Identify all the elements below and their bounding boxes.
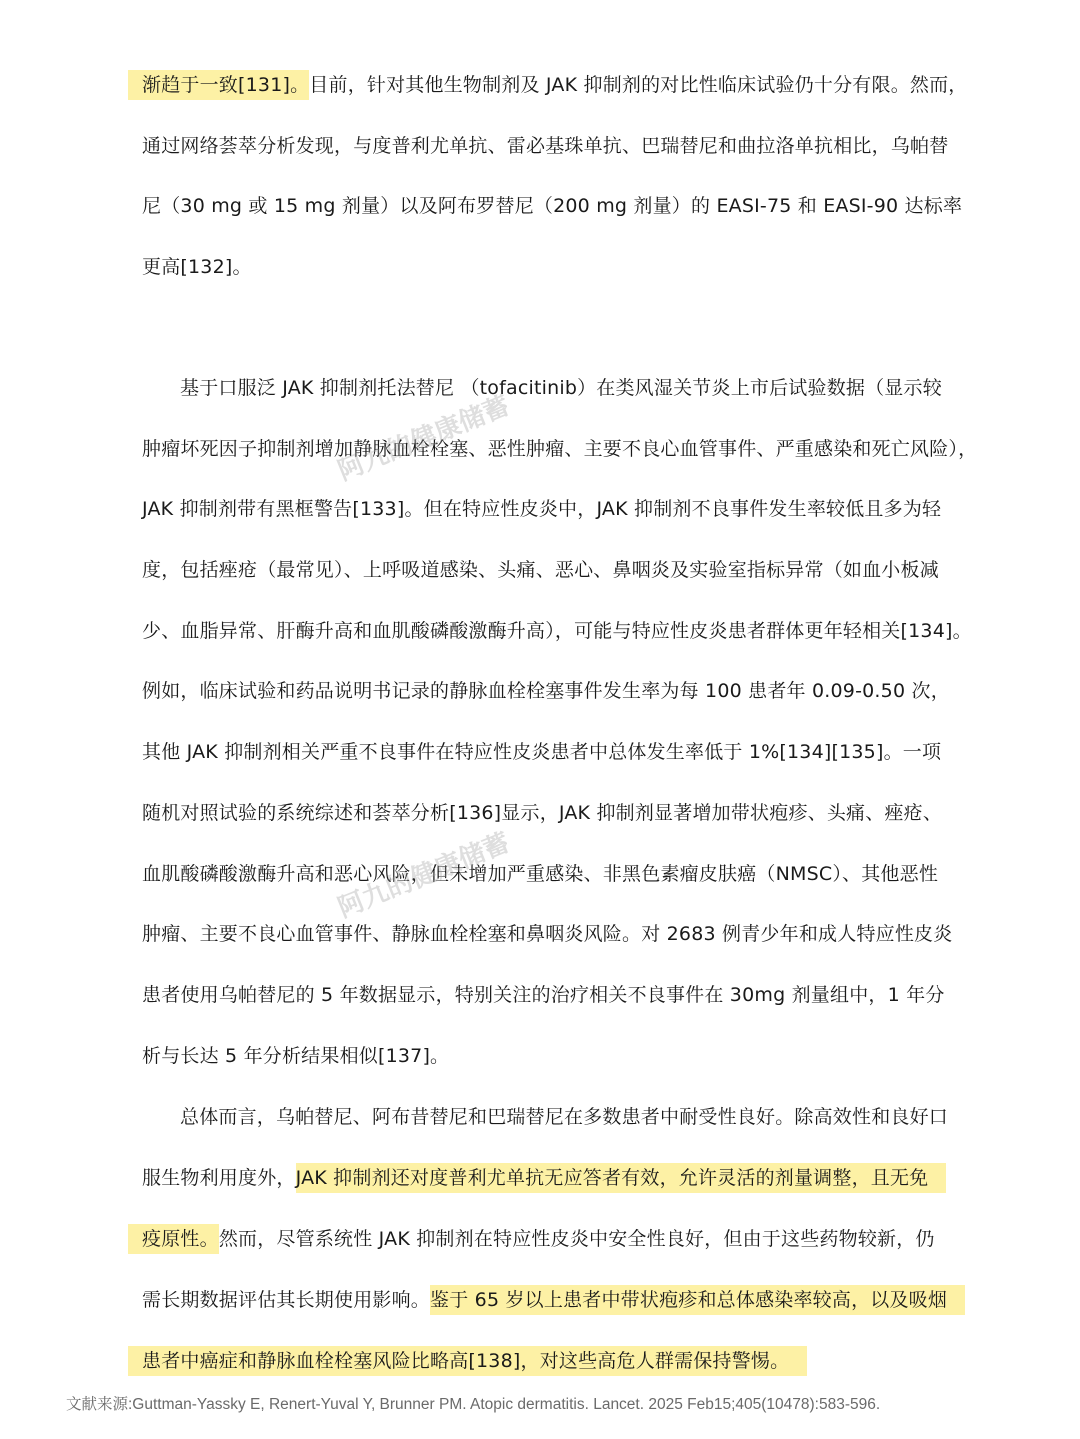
p1-line-1 [142, 70, 968, 100]
p3-line-3-text: 然而，尽管系统性 JAK 抑制剂在特应性皮炎中安全性良好，但由于这些药物较新，仍 [218, 1228, 935, 1250]
p2-line-9: 血肌酸磷酸激酶升高和恶心风险，但未增加严重感染、非黑色素瘤皮肤癌（NMSC）、其他恶性 [142, 863, 939, 885]
p3-highlight-4: 患者中癌症和静脉血栓栓塞风险比略高[138]，对这些高危人群需保持警惕。 [128, 1346, 807, 1376]
p3-line-2-text: 服生物利用度外， [142, 1167, 296, 1189]
p3-line-2 [142, 1163, 946, 1193]
p2-line-1: 基于口服泛 JAK 抑制剂托法替尼 （tofacitinib）在类风湿关节炎上市后试验数据（显示较 [180, 377, 942, 399]
p2-line-5: 少、血脂异常、肝酶升高和血肌酸磷酸激酶升高），可能与特应性皮炎患者群体更年轻相关[134]。 [142, 620, 972, 642]
p3-highlight-2: 疫原性。 [128, 1224, 219, 1254]
p2-line-4: 度，包括痤疮（最常见）、上呼吸道感染、头痛、恶心、鼻咽炎及实验室指标异常（如血小板减 [142, 559, 939, 581]
p1-line-1-text: 目前，针对其他生物制剂及 JAK 抑制剂的对比性临床试验仍十分有限。然而， [309, 74, 968, 96]
p2-line-8: 随机对照试验的系统综述和荟萃分析[136]显示，JAK 抑制剂显著增加带状疱疹、头痛、痤疮、 [142, 802, 943, 824]
p2-line-10: 肿瘤、主要不良心血管事件、静脉血栓栓塞和鼻咽炎风险。对 2683 例青少年和成人特应性皮炎 [142, 923, 953, 945]
p3-line-4 [142, 1285, 965, 1315]
p1-highlight-1: 渐趋于一致[131]。 [128, 70, 309, 100]
p3-line-1: 总体而言，乌帕替尼、阿布昔替尼和巴瑞替尼在多数患者中耐受性良好。除高效性和良好口 [180, 1106, 949, 1128]
source-citation: 文献来源:Guttman-Yassky E, Renert-Yuval Y, Brunner PM. Atopic dermatitis. Lancet. 2025 Feb15;405(10478):583-596. [66, 1396, 881, 1413]
p3-line-4-text: 需长期数据评估其长期使用影响。 [142, 1289, 431, 1311]
p1-line-4: 更高[132]。 [142, 256, 252, 278]
p3-line-5 [142, 1346, 807, 1376]
p2-line-2: 肿瘤坏死因子抑制剂增加静脉血栓栓塞、恶性肿瘤、主要不良心血管事件、严重感染和死亡风险）， [142, 438, 978, 460]
p2-line-11: 患者使用乌帕替尼的 5 年数据显示，特别关注的治疗相关不良事件在 30mg 剂量组中，1 年分 [142, 984, 945, 1006]
p1-line-3: 尼（30 mg 或 15 mg 剂量）以及阿布罗替尼（200 mg 剂量）的 EASI-75 和 EASI-90 达标率 [142, 195, 963, 217]
p2-line-6: 例如，临床试验和药品说明书记录的静脉血栓栓塞事件发生率为每 100 患者年 0.09-0.50 次， [142, 680, 950, 702]
p2-line-7: 其他 JAK 抑制剂相关严重不良事件在特应性皮炎患者中总体发生率低于 1%[134][135]。一项 [142, 741, 942, 763]
watermark-2: 阿九的健康储蓄 [333, 827, 514, 924]
p2-line-3: JAK 抑制剂带有黑框警告[133]。但在特应性皮炎中，JAK 抑制剂不良事件发生率较低且多为轻 [142, 498, 942, 520]
p2-line-12: 析与长达 5 年分析结果相似[137]。 [142, 1045, 450, 1067]
p3-line-3 [142, 1224, 935, 1254]
p1-line-2: 通过网络荟萃分析发现，与度普利尤单抗、雷必基珠单抗、巴瑞替尼和曲拉洛单抗相比，乌帕替 [142, 135, 949, 157]
watermark-1: 阿九的健康储蓄 [333, 390, 514, 487]
p3-highlight-3: 鉴于 65 岁以上患者中带状疱疹和总体感染率较高，以及吸烟 [430, 1285, 965, 1315]
p3-highlight-1: JAK 抑制剂还对度普利尤单抗无应答者有效，允许灵活的剂量调整，且无免 [296, 1163, 947, 1193]
